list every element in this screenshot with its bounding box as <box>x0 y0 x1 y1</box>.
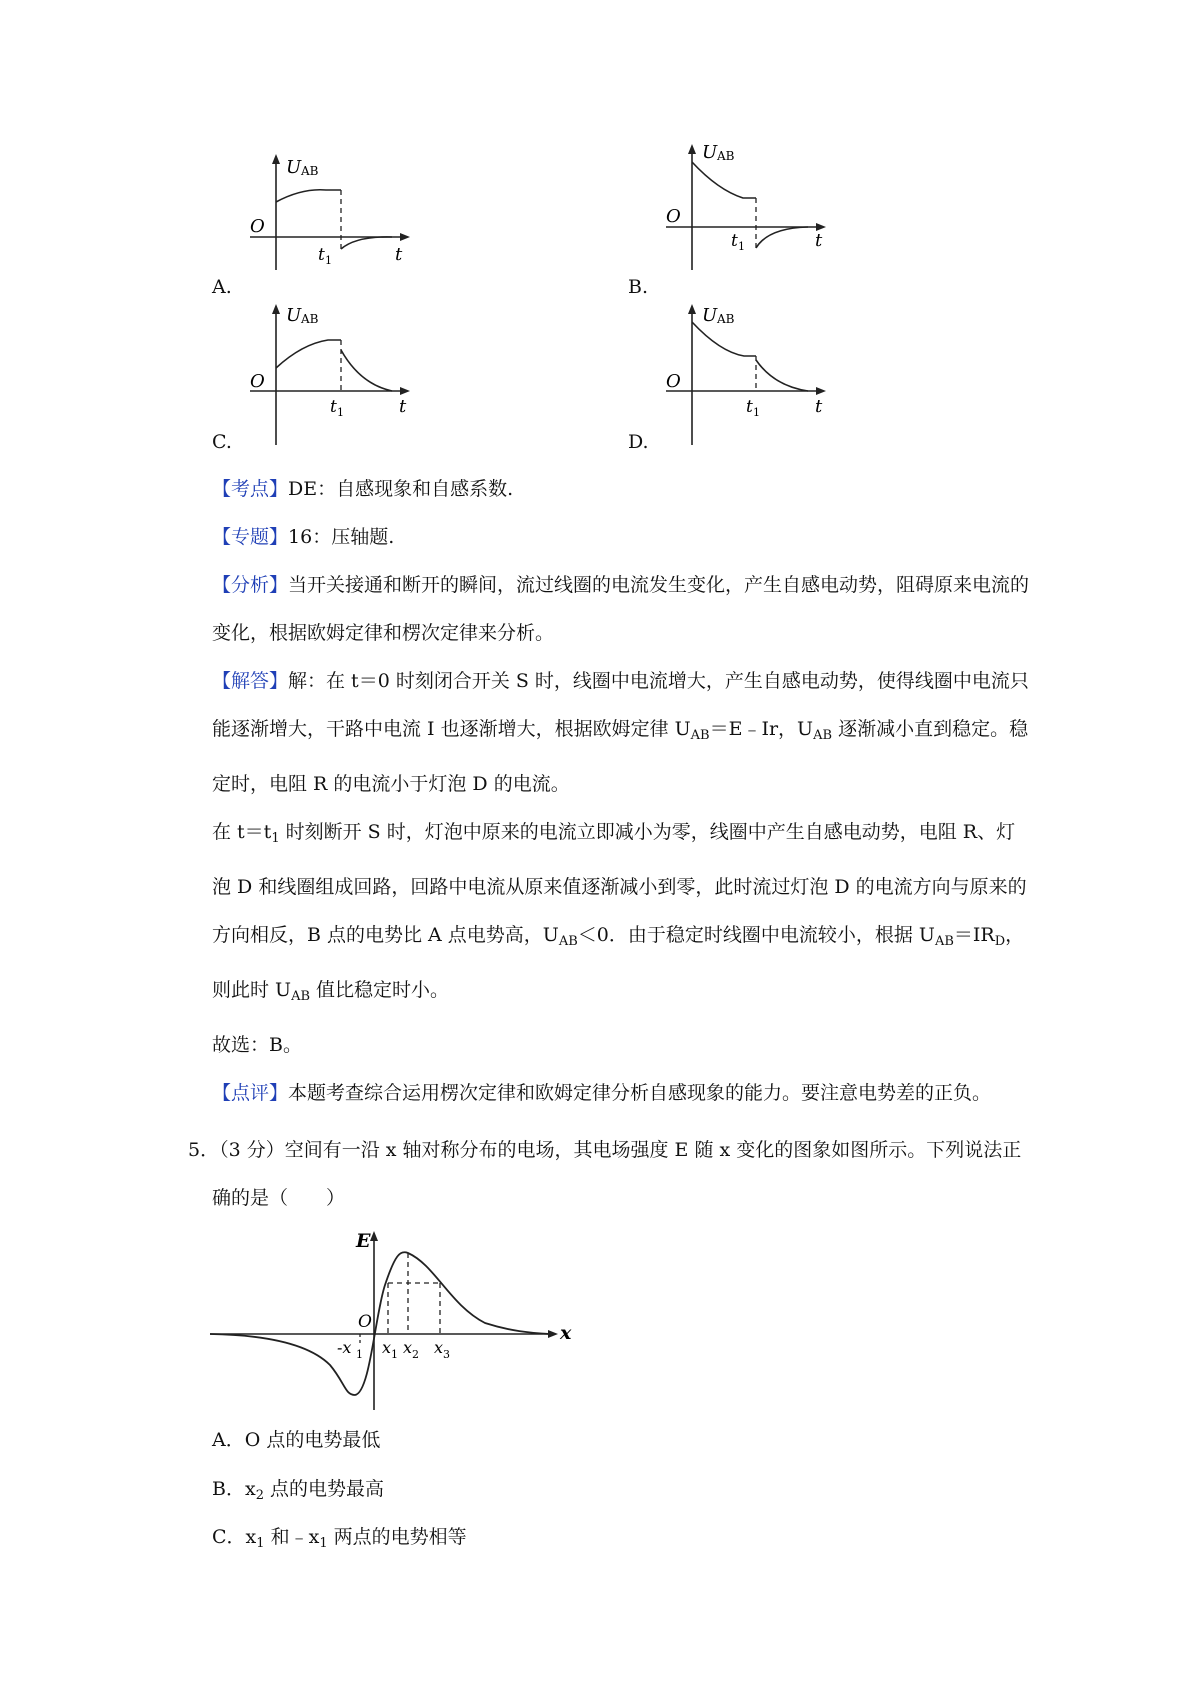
jieda-p2-text-a: 在 t＝t <box>212 821 272 843</box>
q5-x1-sub: 1 <box>391 1348 398 1361</box>
option-c-origin: O <box>250 371 265 392</box>
jieda-p1-sub2: AB <box>813 728 833 743</box>
option-c-t1: t <box>330 397 337 417</box>
q5-option-c-text-a: C．x <box>212 1526 257 1548</box>
jieda-p2-sub2: AB <box>558 934 578 949</box>
q5-x1: x <box>382 1338 392 1357</box>
option-b-xlabel: t <box>815 230 823 251</box>
zhuanti-text: 16：压轴题. <box>288 526 395 548</box>
option-a[interactable] <box>212 150 442 300</box>
option-a-xlabel: t <box>395 244 403 265</box>
jieda-p2-text-e: ，则此时 U <box>212 924 1025 1001</box>
option-d-xlabel: t <box>815 396 823 417</box>
option-c-ylabel-sub: AB <box>301 312 319 326</box>
dianping-text: 本题考查综合运用楞次定律和欧姆定律分析自感现象的能力。要注意电势差的正负。 <box>288 1082 992 1104</box>
option-a-origin: O <box>250 216 265 237</box>
option-a-graph <box>242 150 442 300</box>
option-b-graph <box>658 140 858 300</box>
kaodian-text: DE：自感现象和自感系数. <box>288 478 514 500</box>
option-b-label: B. <box>628 276 649 298</box>
kaodian-tag: 【考点】 <box>212 478 289 500</box>
dianping-tag: 【点评】 <box>212 1082 289 1104</box>
option-d-ylabel: U <box>702 305 718 326</box>
option-d-graph <box>658 300 858 455</box>
option-b-origin: O <box>666 206 681 227</box>
option-b[interactable] <box>628 140 858 300</box>
jieda-p1-text-a: 解：在 t＝0 时刻闭合开关 S 时，线圈中电流增大，产生自感电动势，使得线圈中电流只能逐渐增大，干路中电流 I 也逐渐增大，根据欧姆定律 U <box>212 670 1029 740</box>
fenxi-tag: 【分析】 <box>212 574 289 596</box>
analysis-block <box>212 465 1030 1117</box>
jieda-p1 <box>212 657 1030 808</box>
q5-option-a[interactable]: A．O 点的电势最低 <box>212 1429 381 1451</box>
q5-option-b-text-a: B．x <box>212 1478 256 1500</box>
jieda-tag: 【解答】 <box>212 670 289 692</box>
q5-option-c-text-c: 两点的电势相等 <box>327 1526 467 1548</box>
q5-xlabel: x <box>560 1322 572 1344</box>
q5-option-c[interactable] <box>212 1522 467 1551</box>
q5-option-b-text-b: 点的电势最高 <box>263 1478 385 1500</box>
q5-option-c-sub1: 1 <box>256 1536 265 1551</box>
fenxi-line <box>212 561 1030 657</box>
option-c-t1-sub: 1 <box>337 406 344 419</box>
option-c-xlabel: t <box>399 396 407 417</box>
option-b-t1-sub: 1 <box>738 240 745 253</box>
q5-x2-sub: 2 <box>412 1348 419 1361</box>
option-d-ylabel-sub: AB <box>717 312 735 326</box>
q5-figure <box>210 1225 570 1415</box>
jieda-p2-sub3: AB <box>934 934 954 949</box>
jieda-p2-sub4: D <box>994 934 1006 949</box>
option-a-ylabel-sub: AB <box>301 164 319 178</box>
q5-neg-x1: -x <box>337 1338 352 1357</box>
dianping-line <box>212 1069 1030 1117</box>
option-a-ylabel: U <box>286 157 302 178</box>
option-a-label: A. <box>212 276 232 298</box>
q5-x3-sub: 3 <box>443 1348 450 1361</box>
q5-origin: O <box>358 1312 372 1332</box>
jieda-p2-text-c: ＜0．由于稳定时线圈中电流较小，根据 U <box>577 924 935 946</box>
q5-option-b-sub: 2 <box>255 1488 264 1503</box>
kaodian-line <box>212 465 1030 513</box>
jieda-p2-text-f: 值比稳定时小。 <box>310 979 450 1001</box>
jieda-p1-sub1: AB <box>690 728 710 743</box>
option-d-label: D. <box>628 431 649 453</box>
zhuanti-tag: 【专题】 <box>212 526 289 548</box>
q5-option-b[interactable] <box>212 1474 384 1503</box>
q5-x2: x <box>403 1338 413 1357</box>
option-c-label: C. <box>212 431 232 453</box>
jieda-p1-text-b: ＝E﹣Ir，U <box>709 718 814 740</box>
jieda-p2-text-b: 时刻断开 S 时，灯泡中原来的电流立即减小为零，线圈中产生自感电动势，电阻 R、灯泡 D 和线圈组成回路，回路中电流从原来值逐渐减小到零，此时流过灯泡 D 的电流方向与原来的方向相反，B 点的电势比 A 点电势高，U <box>212 821 1027 946</box>
q5-neg-x1-sub: 1 <box>356 1348 363 1361</box>
option-b-ylabel-sub: AB <box>717 149 735 163</box>
option-a-t1-sub: 1 <box>325 254 332 267</box>
option-c[interactable] <box>212 300 442 455</box>
option-c-graph <box>242 300 442 455</box>
option-c-ylabel: U <box>286 305 302 326</box>
option-a-t1: t <box>318 245 325 265</box>
q5-stem: 5．（3 分）空间有一沿 x 轴对称分布的电场，其电场强度 E 随 x 变化的图象如图所示。下列说法正确的是（ ） <box>188 1139 1022 1209</box>
q5-option-c-text-b: 和﹣x <box>264 1526 320 1548</box>
fenxi-text: 当开关接通和断开的瞬间，流过线圈的电流发生变化，产生自感电动势，阻碍原来电流的变化，根据欧姆定律和楞次定律来分析。 <box>212 574 1030 644</box>
jieda-p2-sub1: 1 <box>271 831 280 846</box>
zhuanti-line <box>212 513 1030 561</box>
answer-line: 故选：B。 <box>212 1034 302 1056</box>
jieda-p1-text-c: 逐渐减小直到稳定。稳定时，电阻 R 的电流小于灯泡 D 的电流。 <box>212 718 1029 795</box>
q5-option-c-sub2: 1 <box>319 1536 328 1551</box>
q5-x3: x <box>434 1338 444 1357</box>
option-d-t1: t <box>746 397 753 417</box>
jieda-p2-text-d: ＝IR <box>953 924 995 946</box>
option-d[interactable] <box>628 300 858 455</box>
jieda-p2-sub5: AB <box>291 989 311 1004</box>
option-d-origin: O <box>666 371 681 392</box>
option-b-t1: t <box>731 231 738 251</box>
q5-ylabel: E <box>356 1230 371 1252</box>
jieda-p2 <box>212 808 1030 1021</box>
option-d-t1-sub: 1 <box>753 406 760 419</box>
option-b-ylabel: U <box>702 142 718 163</box>
